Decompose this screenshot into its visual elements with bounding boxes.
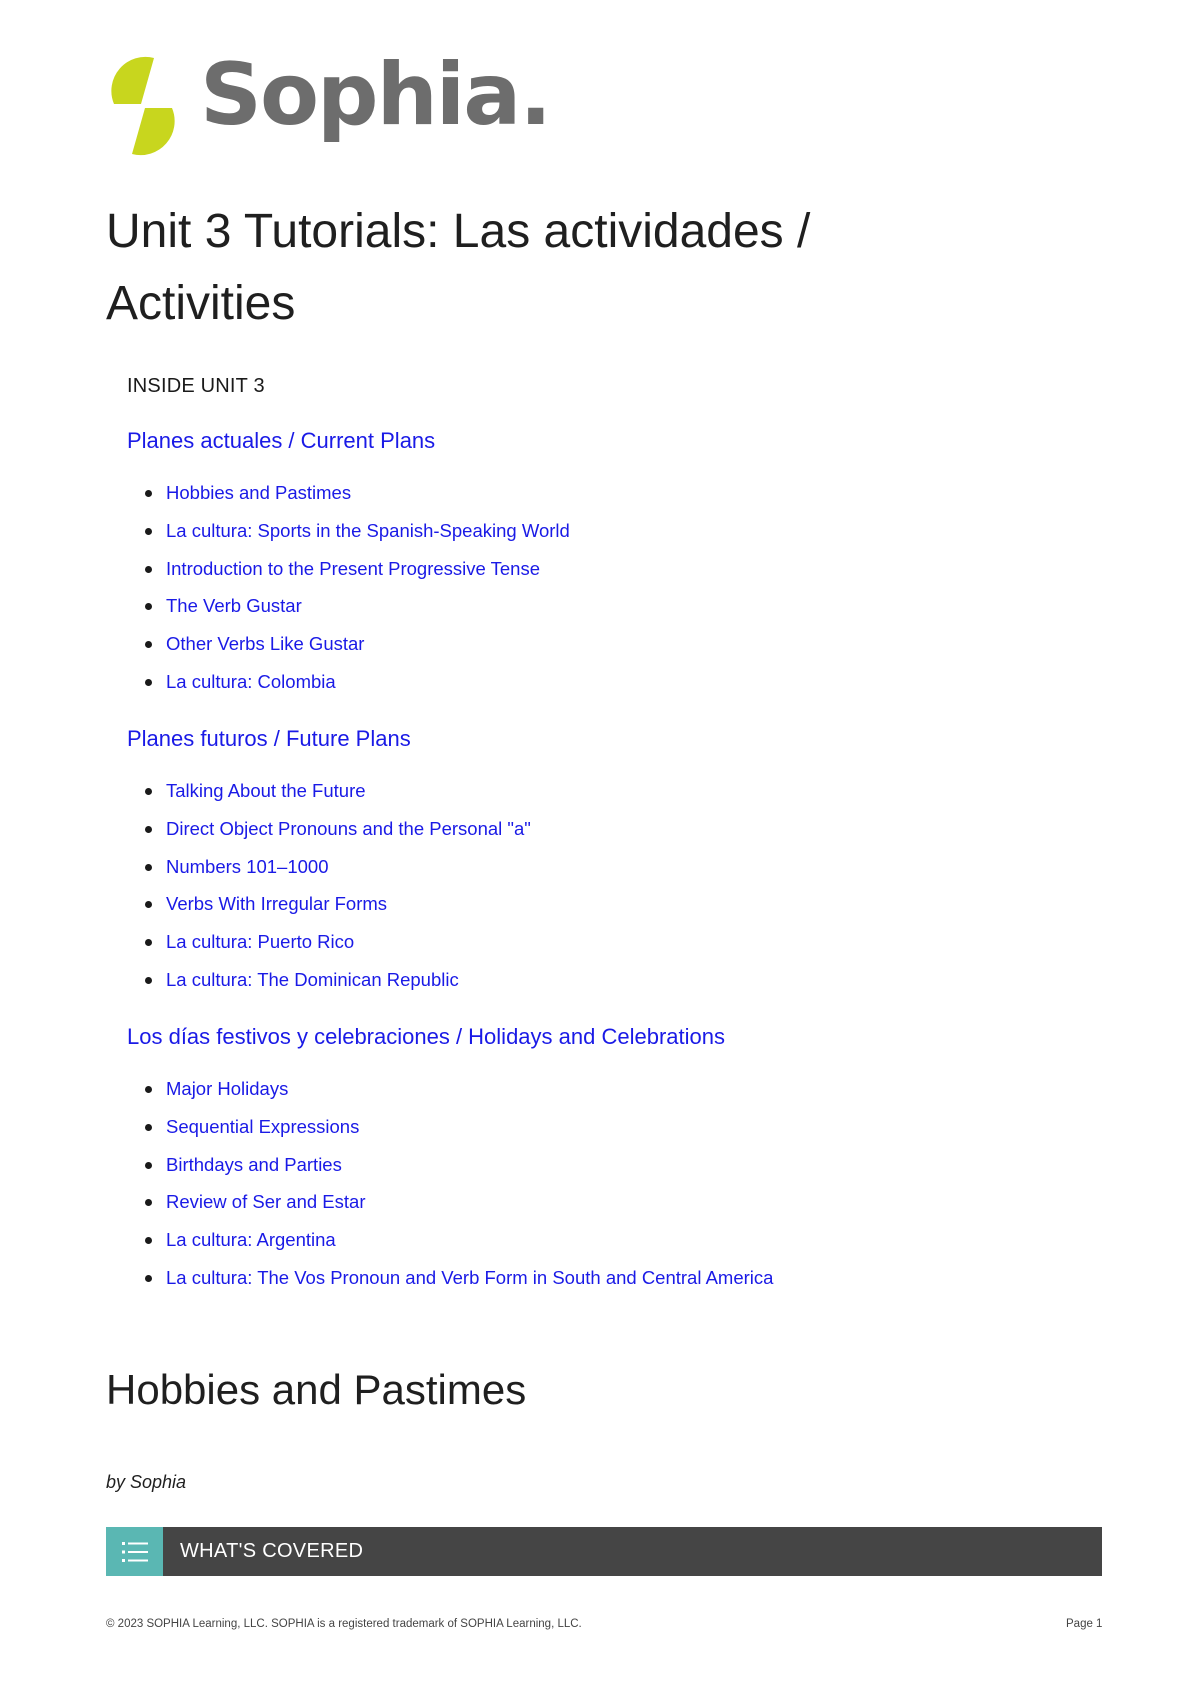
topic-link[interactable]: Review of Ser and Estar bbox=[166, 1191, 366, 1213]
list-item[interactable] bbox=[145, 1259, 773, 1297]
topic-list-holidays bbox=[145, 1070, 773, 1297]
topic-link[interactable]: Verbs With Irregular Forms bbox=[166, 893, 388, 915]
bullet-icon bbox=[145, 679, 152, 686]
list-item[interactable] bbox=[145, 512, 570, 550]
bullet-icon bbox=[145, 641, 152, 648]
bullet-icon bbox=[145, 1275, 152, 1282]
topic-link[interactable]: La cultura: Puerto Rico bbox=[166, 931, 355, 953]
topic-link[interactable]: Numbers 101–1000 bbox=[166, 855, 329, 877]
bullet-icon bbox=[145, 977, 152, 984]
topic-list-current-plans bbox=[145, 474, 570, 701]
list-item[interactable] bbox=[145, 810, 531, 848]
bullet-icon bbox=[145, 566, 152, 573]
bullet-icon bbox=[145, 1086, 152, 1093]
list-icon bbox=[122, 1541, 148, 1563]
topic-link[interactable]: Talking About the Future bbox=[166, 780, 366, 801]
whats-covered-label: WHAT'S COVERED bbox=[180, 1540, 364, 1562]
topic-link[interactable]: La cultura: Sports in the Spanish-Speaking World bbox=[166, 519, 570, 541]
sophia-logo-mark-icon bbox=[104, 56, 182, 156]
list-item[interactable] bbox=[145, 923, 531, 961]
topic-link[interactable]: La cultura: The Dominican Republic bbox=[166, 968, 459, 990]
list-item[interactable] bbox=[145, 1070, 773, 1108]
topic-link[interactable]: Introduction to the Present Progressive Tense bbox=[166, 557, 540, 579]
list-item[interactable] bbox=[145, 1221, 773, 1259]
bullet-icon bbox=[145, 939, 152, 946]
list-item[interactable] bbox=[145, 587, 570, 625]
bullet-icon bbox=[145, 901, 152, 908]
list-item[interactable] bbox=[145, 663, 570, 701]
topic-link[interactable]: Other Verbs Like Gustar bbox=[166, 633, 365, 655]
topic-link[interactable]: The Verb Gustar bbox=[166, 595, 302, 617]
list-item[interactable] bbox=[145, 474, 570, 512]
list-item[interactable] bbox=[145, 1183, 773, 1221]
inside-unit-label: INSIDE UNIT 3 bbox=[127, 375, 265, 397]
bullet-icon bbox=[145, 826, 152, 833]
topic-link[interactable]: Birthdays and Parties bbox=[166, 1153, 342, 1175]
section-heading-holidays[interactable]: Los días festivos y celebraciones / Holidays and Celebrations bbox=[127, 1024, 725, 1049]
topic-link[interactable]: La cultura: Argentina bbox=[166, 1229, 336, 1251]
whats-covered-icon-box bbox=[106, 1527, 163, 1576]
list-item[interactable] bbox=[145, 550, 570, 588]
footer-copyright: © 2023 SOPHIA Learning, LLC. SOPHIA is a registered trademark of SOPHIA Learning, LLC. bbox=[106, 1618, 582, 1630]
topic-link[interactable]: Direct Object Pronouns and the Personal "a" bbox=[166, 817, 531, 839]
list-item[interactable] bbox=[145, 1146, 773, 1184]
list-item[interactable] bbox=[145, 772, 531, 810]
list-item[interactable] bbox=[145, 961, 531, 999]
bullet-icon bbox=[145, 1199, 152, 1206]
bullet-icon bbox=[145, 490, 152, 497]
sophia-logo-text: Sophia. bbox=[200, 45, 550, 145]
section-heading-current-plans[interactable]: Planes actuales / Current Plans bbox=[127, 428, 436, 453]
unit-title: Unit 3 Tutorials: Las actividades / Activities bbox=[106, 205, 811, 330]
bullet-icon bbox=[145, 788, 152, 795]
bullet-icon bbox=[145, 1124, 152, 1131]
bullet-icon bbox=[145, 1237, 152, 1244]
lesson-title: Hobbies and Pastimes bbox=[106, 1366, 527, 1413]
topic-list-future-plans bbox=[145, 772, 531, 999]
topic-link[interactable]: La cultura: The Vos Pronoun and Verb Form in South and Central America bbox=[166, 1266, 774, 1288]
topic-link[interactable]: Major Holidays bbox=[166, 1078, 289, 1099]
bullet-icon bbox=[145, 864, 152, 871]
topic-link[interactable]: Sequential Expressions bbox=[166, 1115, 360, 1137]
sophia-logo bbox=[104, 45, 550, 160]
whats-covered-bar bbox=[106, 1527, 1102, 1576]
section-heading-future-plans[interactable]: Planes futuros / Future Plans bbox=[127, 726, 411, 751]
list-item[interactable] bbox=[145, 625, 570, 663]
lesson-byline: by Sophia bbox=[106, 1472, 187, 1492]
bullet-icon bbox=[145, 528, 152, 535]
list-item[interactable] bbox=[145, 1108, 773, 1146]
topic-link[interactable]: Hobbies and Pastimes bbox=[166, 482, 352, 503]
topic-link[interactable]: La cultura: Colombia bbox=[166, 670, 336, 692]
bullet-icon bbox=[145, 1162, 152, 1169]
list-item[interactable] bbox=[145, 848, 531, 886]
bullet-icon bbox=[145, 603, 152, 610]
footer-page-number: Page 1 bbox=[1066, 1618, 1103, 1630]
list-item[interactable] bbox=[145, 885, 531, 923]
